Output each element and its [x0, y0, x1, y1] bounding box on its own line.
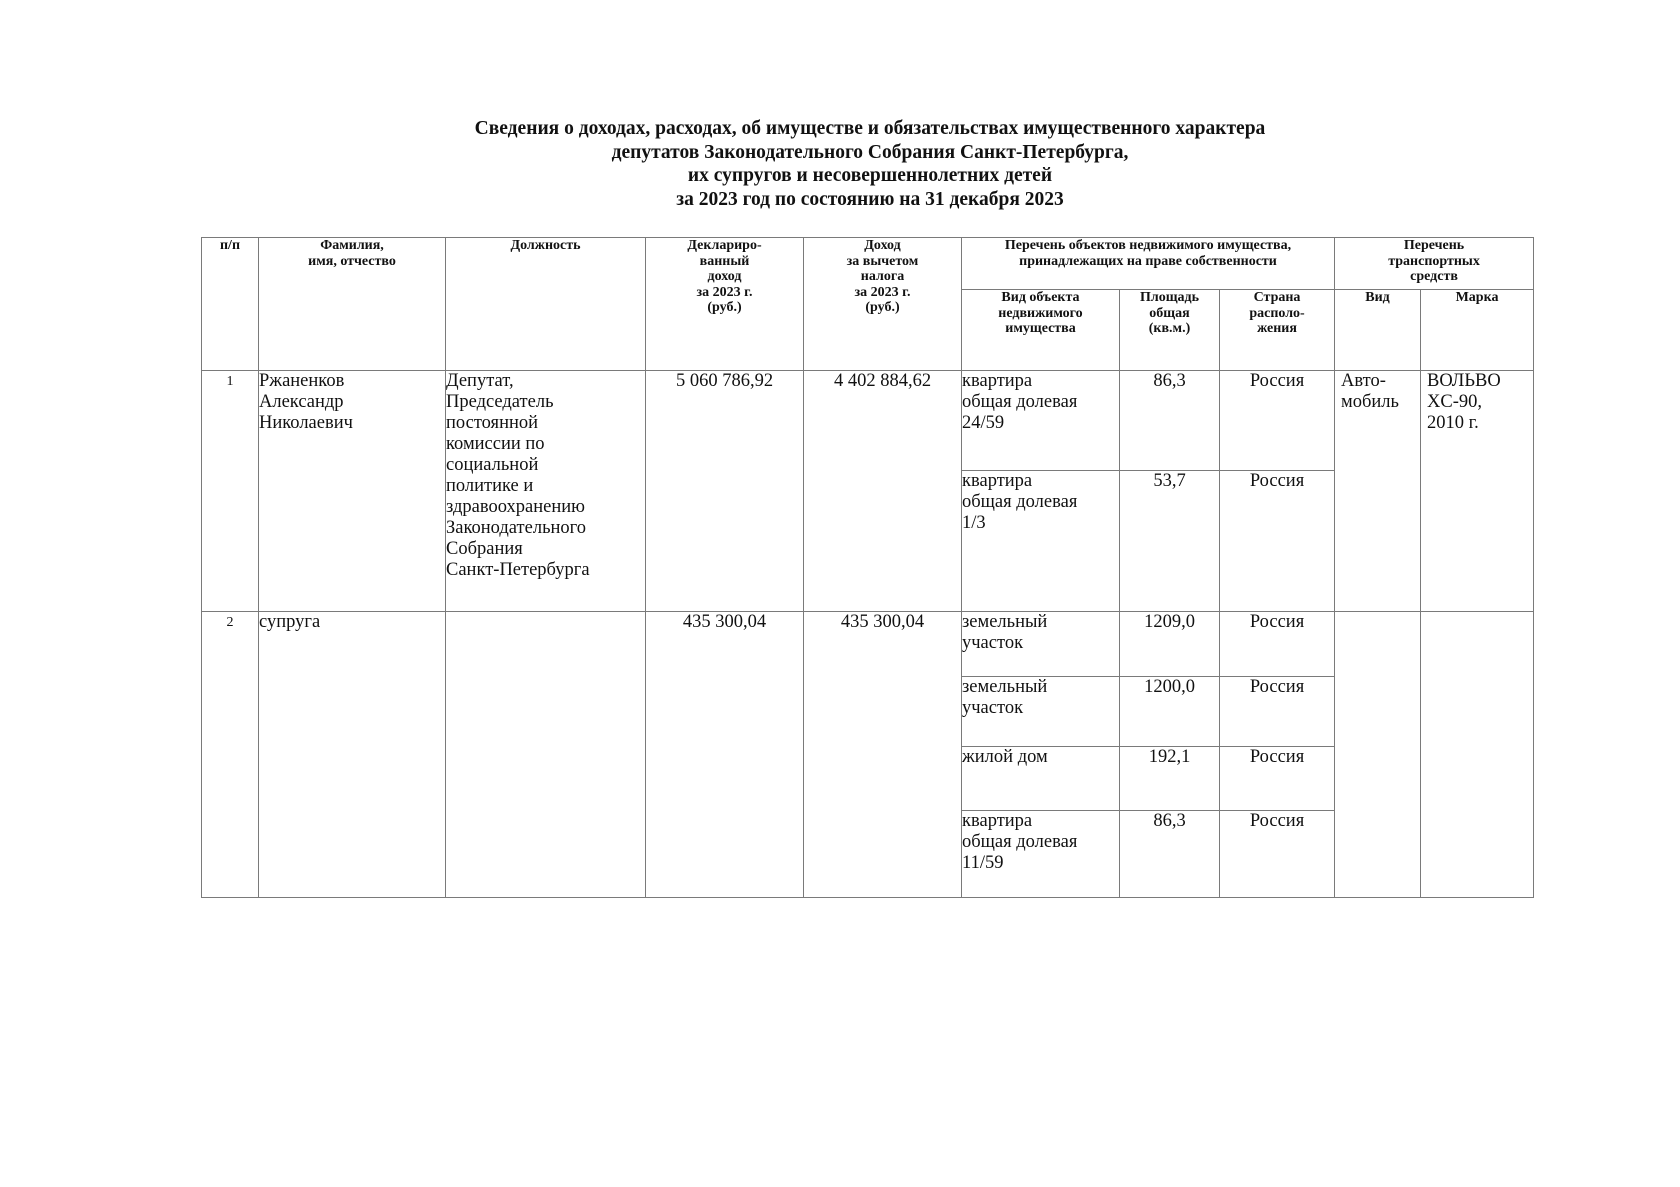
- table-row: [202, 612, 1534, 677]
- title-line-1: Сведения о доходах, расходах, об имуществе и обязательствах имущественного характера: [474, 118, 1266, 139]
- row-fio: Ржаненков Александр Николаевич: [259, 371, 446, 612]
- declaration-table: [201, 237, 1534, 898]
- header-row-1: [202, 238, 1534, 290]
- header-declared-income: Деклариро- ванный доход за 2023 г. (руб.): [646, 238, 804, 371]
- row-net-income: 4 402 884,62: [804, 371, 962, 612]
- row-declared-income: 5 060 786,92: [646, 371, 804, 612]
- realty-country: Россия: [1220, 612, 1335, 677]
- realty-type: квартира общая долевая 11/59: [962, 811, 1120, 898]
- row-num: 2: [202, 612, 259, 898]
- transport-type: [1335, 612, 1421, 898]
- realty-area: 1200,0: [1120, 677, 1220, 747]
- row-fio: супруга: [259, 612, 446, 898]
- row-declared-income: 435 300,04: [646, 612, 804, 898]
- header-net-income: Доход за вычетом налога за 2023 г. (руб.): [804, 238, 962, 371]
- realty-type: квартира общая долевая 1/3: [962, 471, 1120, 612]
- title-line-2: депутатов Законодательного Собрания Санкт-Петербурга,: [611, 141, 1129, 163]
- realty-area: 192,1: [1120, 747, 1220, 811]
- realty-country: Россия: [1220, 747, 1335, 811]
- header-transport-group: Перечень транспортных средств: [1335, 238, 1534, 290]
- header-num: п/п: [202, 238, 259, 371]
- realty-area: 86,3: [1120, 371, 1220, 471]
- title-line-4: за 2023 год по состоянию на 31 декабря 2023: [676, 188, 1064, 210]
- header-fio: Фамилия, имя, отчество: [259, 238, 446, 371]
- row-position: Депутат, Председатель постоянной комиссии по социальной политике и здравоохранению Законодательного Собрания Санкт-Петербурга: [446, 371, 646, 612]
- realty-type: квартира общая долевая 24/59: [962, 371, 1120, 471]
- realty-type: земельный участок: [962, 677, 1120, 747]
- table-row: [202, 371, 1534, 471]
- transport-brand: ВОЛЬВО XC-90, 2010 г.: [1421, 371, 1534, 612]
- header-transport-type: Вид: [1335, 290, 1421, 371]
- realty-country: Россия: [1220, 471, 1335, 612]
- header-realty-area: Площадь общая (кв.м.): [1120, 290, 1220, 371]
- realty-area: 86,3: [1120, 811, 1220, 898]
- title-line-3: их супругов и несовершеннолетних детей: [687, 165, 1053, 186]
- document-title: [0, 117, 1680, 211]
- realty-country: Россия: [1220, 371, 1335, 471]
- realty-type: жилой дом: [962, 747, 1120, 811]
- header-realty-group: Перечень объектов недвижимого имущества, принадлежащих на праве собственности: [962, 238, 1335, 290]
- header-position: Должность: [446, 238, 646, 371]
- row-position: [446, 612, 646, 898]
- realty-area: 53,7: [1120, 471, 1220, 612]
- header-realty-country: Страна располо- жения: [1220, 290, 1335, 371]
- transport-type: Авто- мобиль: [1335, 371, 1421, 612]
- header-transport-brand: Марка: [1421, 290, 1534, 371]
- row-num: 1: [202, 371, 259, 612]
- realty-country: Россия: [1220, 677, 1335, 747]
- realty-area: 1209,0: [1120, 612, 1220, 677]
- transport-brand: [1421, 612, 1534, 898]
- realty-type: земельный участок: [962, 612, 1120, 677]
- realty-country: Россия: [1220, 811, 1335, 898]
- header-realty-type: Вид объекта недвижимого имущества: [962, 290, 1120, 371]
- row-net-income: 435 300,04: [804, 612, 962, 898]
